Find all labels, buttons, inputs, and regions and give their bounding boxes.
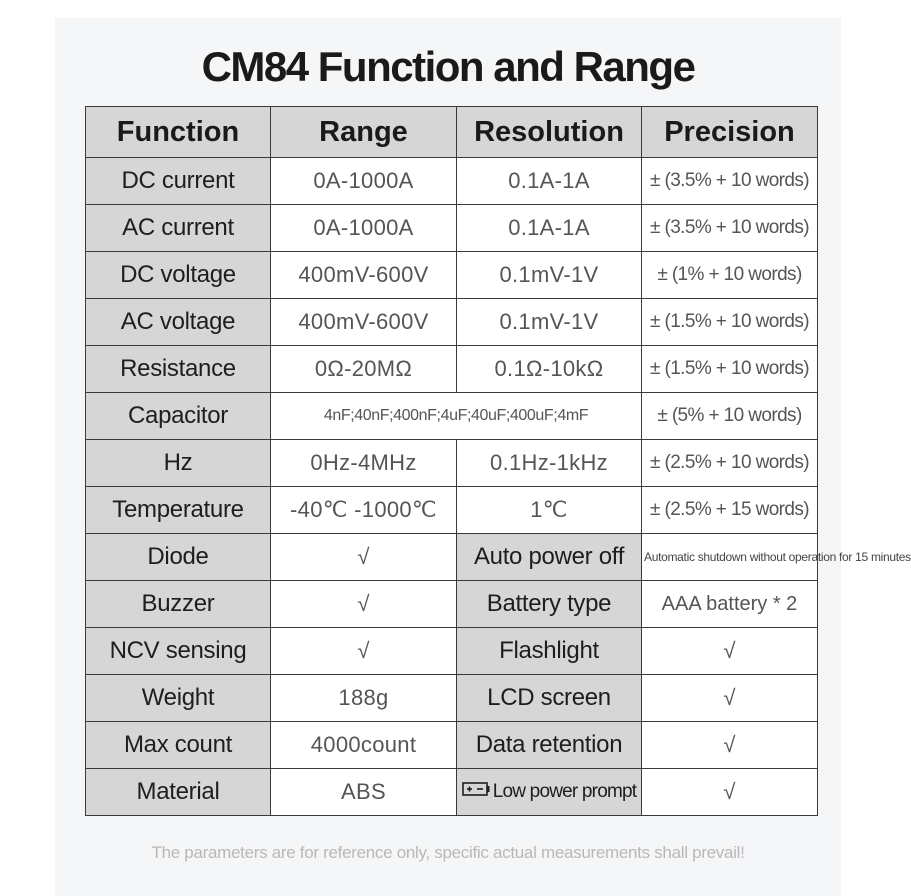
resolution-cell: 0.1Hz-1kHz bbox=[457, 440, 642, 487]
precision-cell: ± (2.5% + 10 words) bbox=[642, 440, 818, 487]
low-power-prompt-label bbox=[457, 769, 642, 816]
resolution-cell: 0.1Ω-10kΩ bbox=[457, 346, 642, 393]
feature-row bbox=[86, 769, 818, 816]
check-mark: √ bbox=[271, 534, 457, 581]
feature-label: Flashlight bbox=[457, 628, 642, 675]
low-power-prompt-text: Low power prompt bbox=[492, 781, 637, 802]
feature-row bbox=[86, 722, 818, 769]
range-cell: -40℃ -1000℃ bbox=[271, 487, 457, 534]
header-row bbox=[86, 107, 818, 158]
weight-value: 188g bbox=[271, 675, 457, 722]
range-cell: 0A-1000A bbox=[271, 205, 457, 252]
feature-label: Auto power off bbox=[457, 534, 642, 581]
feature-row bbox=[86, 534, 818, 581]
table-row bbox=[86, 252, 818, 299]
precision-cell: ± (5% + 10 words) bbox=[642, 393, 818, 440]
table-row bbox=[86, 440, 818, 487]
check-mark: √ bbox=[642, 722, 818, 769]
table-row bbox=[86, 299, 818, 346]
check-mark: √ bbox=[642, 628, 818, 675]
range-cell: 0Ω-20MΩ bbox=[271, 346, 457, 393]
feature-row bbox=[86, 628, 818, 675]
function-cell: DC current bbox=[86, 158, 271, 205]
auto-power-off-note: Automatic shutdown without operation for 15 minutes bbox=[642, 534, 818, 581]
disclaimer-footer: The parameters are for reference only, specific actual measurements shall prevail! bbox=[151, 843, 745, 862]
range-cell: 0Hz-4MHz bbox=[271, 440, 457, 487]
feature-label: Data retention bbox=[457, 722, 642, 769]
table-row bbox=[86, 346, 818, 393]
feature-row bbox=[86, 675, 818, 722]
precision-cell: ± (3.5% + 10 words) bbox=[642, 158, 818, 205]
function-cell: Resistance bbox=[86, 346, 271, 393]
max-count-value: 4000count bbox=[271, 722, 457, 769]
page-title: CM84 Function and Range bbox=[201, 43, 695, 90]
table-row bbox=[86, 158, 818, 205]
battery-type-value: AAA battery * 2 bbox=[642, 581, 818, 628]
precision-cell: ± (3.5% + 10 words) bbox=[642, 205, 818, 252]
check-mark: √ bbox=[642, 769, 818, 816]
function-cell: AC voltage bbox=[86, 299, 271, 346]
resolution-cell: 0.1mV-1V bbox=[457, 252, 642, 299]
function-cell: Temperature bbox=[86, 487, 271, 534]
battery-icon bbox=[462, 781, 490, 803]
feature-label: Weight bbox=[86, 675, 271, 722]
feature-label: LCD screen bbox=[457, 675, 642, 722]
spec-table bbox=[85, 106, 911, 816]
header-range: Range bbox=[271, 107, 457, 158]
table-row bbox=[86, 393, 818, 440]
precision-cell: ± (1% + 10 words) bbox=[642, 252, 818, 299]
feature-label: Diode bbox=[86, 534, 271, 581]
feature-label: Material bbox=[86, 769, 271, 816]
resolution-cell: 1℃ bbox=[457, 487, 642, 534]
material-value: ABS bbox=[271, 769, 457, 816]
check-mark: √ bbox=[271, 628, 457, 675]
feature-row bbox=[86, 581, 818, 628]
header-precision: Precision bbox=[642, 107, 818, 158]
function-cell: Capacitor bbox=[86, 393, 271, 440]
range-cell: 400mV-600V bbox=[271, 299, 457, 346]
feature-label: Max count bbox=[86, 722, 271, 769]
feature-label: NCV sensing bbox=[86, 628, 271, 675]
range-cell: 400mV-600V bbox=[271, 252, 457, 299]
resolution-cell: 0.1mV-1V bbox=[457, 299, 642, 346]
precision-cell: ± (1.5% + 10 words) bbox=[642, 346, 818, 393]
check-mark: √ bbox=[271, 581, 457, 628]
precision-cell: ± (1.5% + 10 words) bbox=[642, 299, 818, 346]
function-cell: Hz bbox=[86, 440, 271, 487]
header-function: Function bbox=[86, 107, 271, 158]
feature-label: Buzzer bbox=[86, 581, 271, 628]
range-cell: 0A-1000A bbox=[271, 158, 457, 205]
precision-cell: ± (2.5% + 15 words) bbox=[642, 487, 818, 534]
table-row bbox=[86, 487, 818, 534]
function-cell: DC voltage bbox=[86, 252, 271, 299]
check-mark: √ bbox=[642, 675, 818, 722]
range-cell: 4nF;40nF;400nF;4uF;40uF;400uF;4mF bbox=[271, 393, 642, 440]
feature-label: Battery type bbox=[457, 581, 642, 628]
resolution-cell: 0.1A-1A bbox=[457, 205, 642, 252]
table-row bbox=[86, 205, 818, 252]
header-resolution: Resolution bbox=[457, 107, 642, 158]
resolution-cell: 0.1A-1A bbox=[457, 158, 642, 205]
function-cell: AC current bbox=[86, 205, 271, 252]
